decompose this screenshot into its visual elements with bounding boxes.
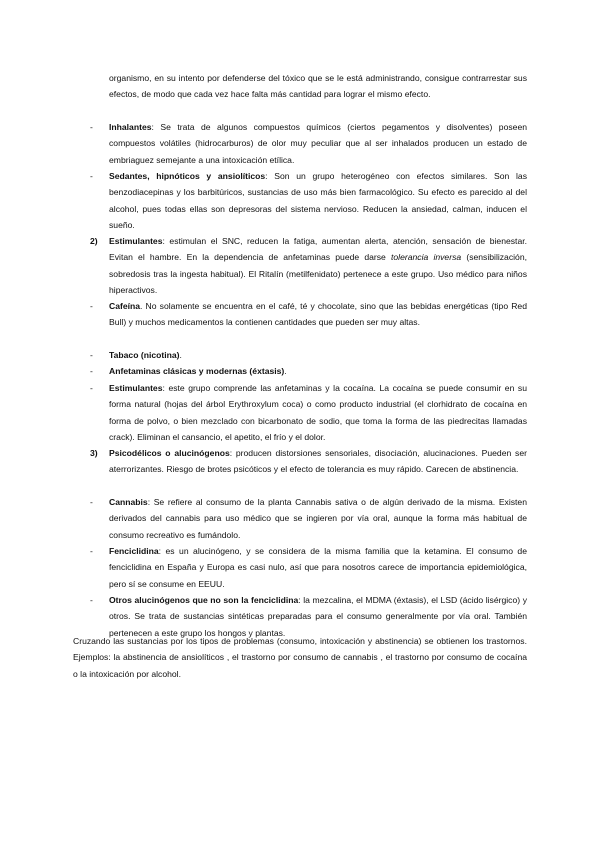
bullet-dash: - bbox=[90, 546, 93, 556]
cannabis-item bbox=[109, 494, 527, 543]
estimulantes-group-term: Estimulantes bbox=[109, 236, 163, 246]
cannabis-text: : Se refiere al consumo de la planta Cannabis sativa o de algún derivado de la misma. Existen derivados del cannabis para uso médico que se ingieren por vía oral, aunque la forma más habitual de consumo recreativo es fumándolo. bbox=[109, 497, 527, 540]
bullet-dash: - bbox=[90, 122, 93, 132]
sedantes-item bbox=[109, 168, 527, 233]
sedantes-text: : Son un grupo heterogéneo con efectos similares. Son las benzodiacepinas y los barbitúricos, sustancias de uso más bien farmacológico. Su efecto es parecido al del alcohol, pues todas ellas son depresoras del sistema nervioso. Reducen la ansiedad, calman, inducen el sueño. bbox=[109, 171, 527, 230]
cafeina-text: . No solamente se encuentra en el café, té y chocolate, sino que las bebidas energéticas (tipo Red Bull) y muchos medicamentos la contienen cantidades que pueden ser muy altas. bbox=[109, 301, 527, 328]
anfetaminas-text: . bbox=[284, 366, 287, 376]
psicodelicos-term: Psicodélicos o alucinógenos bbox=[109, 448, 230, 458]
anfetaminas-item bbox=[109, 363, 527, 379]
cafeina-term: Cafeína bbox=[109, 301, 141, 311]
estimulantes-term: Estimulantes bbox=[109, 383, 163, 393]
anfetaminas-term: Anfetaminas clásicas y modernas (éxtasis) bbox=[109, 366, 285, 376]
otros-text: : la mezcalina, el MDMA (éxtasis), el LSD (ácido lisérgico) y otros. Se trata de sustancias sintéticas preparadas para el consumo generalmente por vía oral. También pertenecen a este grupo los hongos y plantas. bbox=[109, 595, 527, 638]
estimulantes-text: : este grupo comprende las anfetaminas y la cocaína. La cocaína se puede consumir en su forma natural (hojas del árbol Erythroxylum coca) o como producto industrial (el clorhidrato de cocaína en forma de polvo, o bien mezclado con bicarbonato de sodio, que toma la forma de las piedrecitas llamadas crack). Eliminan el cansancio, el apetito, el frío y el dolor. bbox=[109, 383, 527, 442]
inhalantes-item bbox=[109, 119, 527, 168]
tolerancia-inversa-term: tolerancia inversa bbox=[391, 252, 462, 263]
psicodelicos-item bbox=[109, 445, 527, 478]
cannabis-term: Cannabis bbox=[109, 497, 148, 507]
continuation-text: organismo, en su intento por defenderse del tóxico que se le está administrando, consigue contrarrestar sus efectos, de modo que cada vez hace falta más cantidad para lograr el mismo efecto. bbox=[109, 73, 527, 100]
fenciclidina-term: Fenciclidina bbox=[109, 546, 159, 556]
fenciclidina-item bbox=[109, 543, 527, 592]
inhalantes-text: : Se trata de algunos compuestos químicos (ciertos pegamentos y disolventes) poseen compuestos volátiles (hidrocarburos) de olor muy peculiar que al ser inhalados producen un estado de embriaguez semejante a una intoxicación etílica. bbox=[109, 122, 527, 165]
list-number: 2) bbox=[90, 236, 98, 246]
otros-term: Otros alucinógenos que no son la fenciclidina bbox=[109, 595, 299, 605]
estimulantes-group-text-a: : estimulan el SNC, reducen la fatiga, aumentan alerta, atención, sensación de bienestar. Evitan el hambre. En la dependencia de anfetaminas puede darse bbox=[109, 236, 527, 263]
closing-text: Cruzando las sustancias por los tipos de problemas (consumo, intoxicación y abstinencia) se obtienen los trastornos. Ejemplos: la abstinencia de ansiolíticos , el trastorno por consumo de cannabis , el trastorno por consumo de cocaína o la intoxicación por alcohol. bbox=[73, 636, 527, 679]
inhalantes-term: Inhalantes bbox=[109, 122, 152, 132]
fenciclidina-text: : es un alucinógeno, y se considera de la misma familia que la ketamina. El consumo de fenciclidina en España y Europa es casi nulo, así que para nosotros carece de importancia epidemiológica, pero sí se consume en EEUU. bbox=[109, 546, 527, 589]
psicodelicos-text: : producen distorsiones sensoriales, disociación, alucinaciones. Pueden ser aterrorizantes. Riesgo de brotes psicóticos y el efecto de tolerancia es muy rápido. Carecen de abstinencia. bbox=[109, 448, 527, 475]
bullet-dash: - bbox=[90, 383, 93, 393]
bullet-dash: - bbox=[90, 171, 93, 181]
bullet-dash: - bbox=[90, 595, 93, 605]
tabaco-item bbox=[109, 347, 527, 363]
cafeina-item bbox=[109, 298, 527, 331]
tabaco-text: . bbox=[179, 350, 182, 360]
bullet-dash: - bbox=[90, 350, 93, 360]
closing-paragraph bbox=[73, 633, 527, 682]
bullet-dash: - bbox=[90, 497, 93, 507]
estimulantes-group-text-b: (sensibilización, sobredosis tras la ingesta habitual). El Ritalín (metilfenidato) pertenece a este grupo. Uso médico para niños hiperactivos. bbox=[109, 252, 527, 295]
list-number: 3) bbox=[90, 448, 98, 458]
estimulantes-item bbox=[109, 380, 527, 445]
tabaco-term: Tabaco (nicotina) bbox=[109, 350, 180, 360]
bullet-dash: - bbox=[90, 366, 93, 376]
bullet-dash: - bbox=[90, 301, 93, 311]
estimulantes-group-item bbox=[109, 233, 527, 298]
continuation-paragraph bbox=[109, 70, 527, 103]
sedantes-term: Sedantes, hipnóticos y ansiolíticos bbox=[109, 171, 266, 181]
